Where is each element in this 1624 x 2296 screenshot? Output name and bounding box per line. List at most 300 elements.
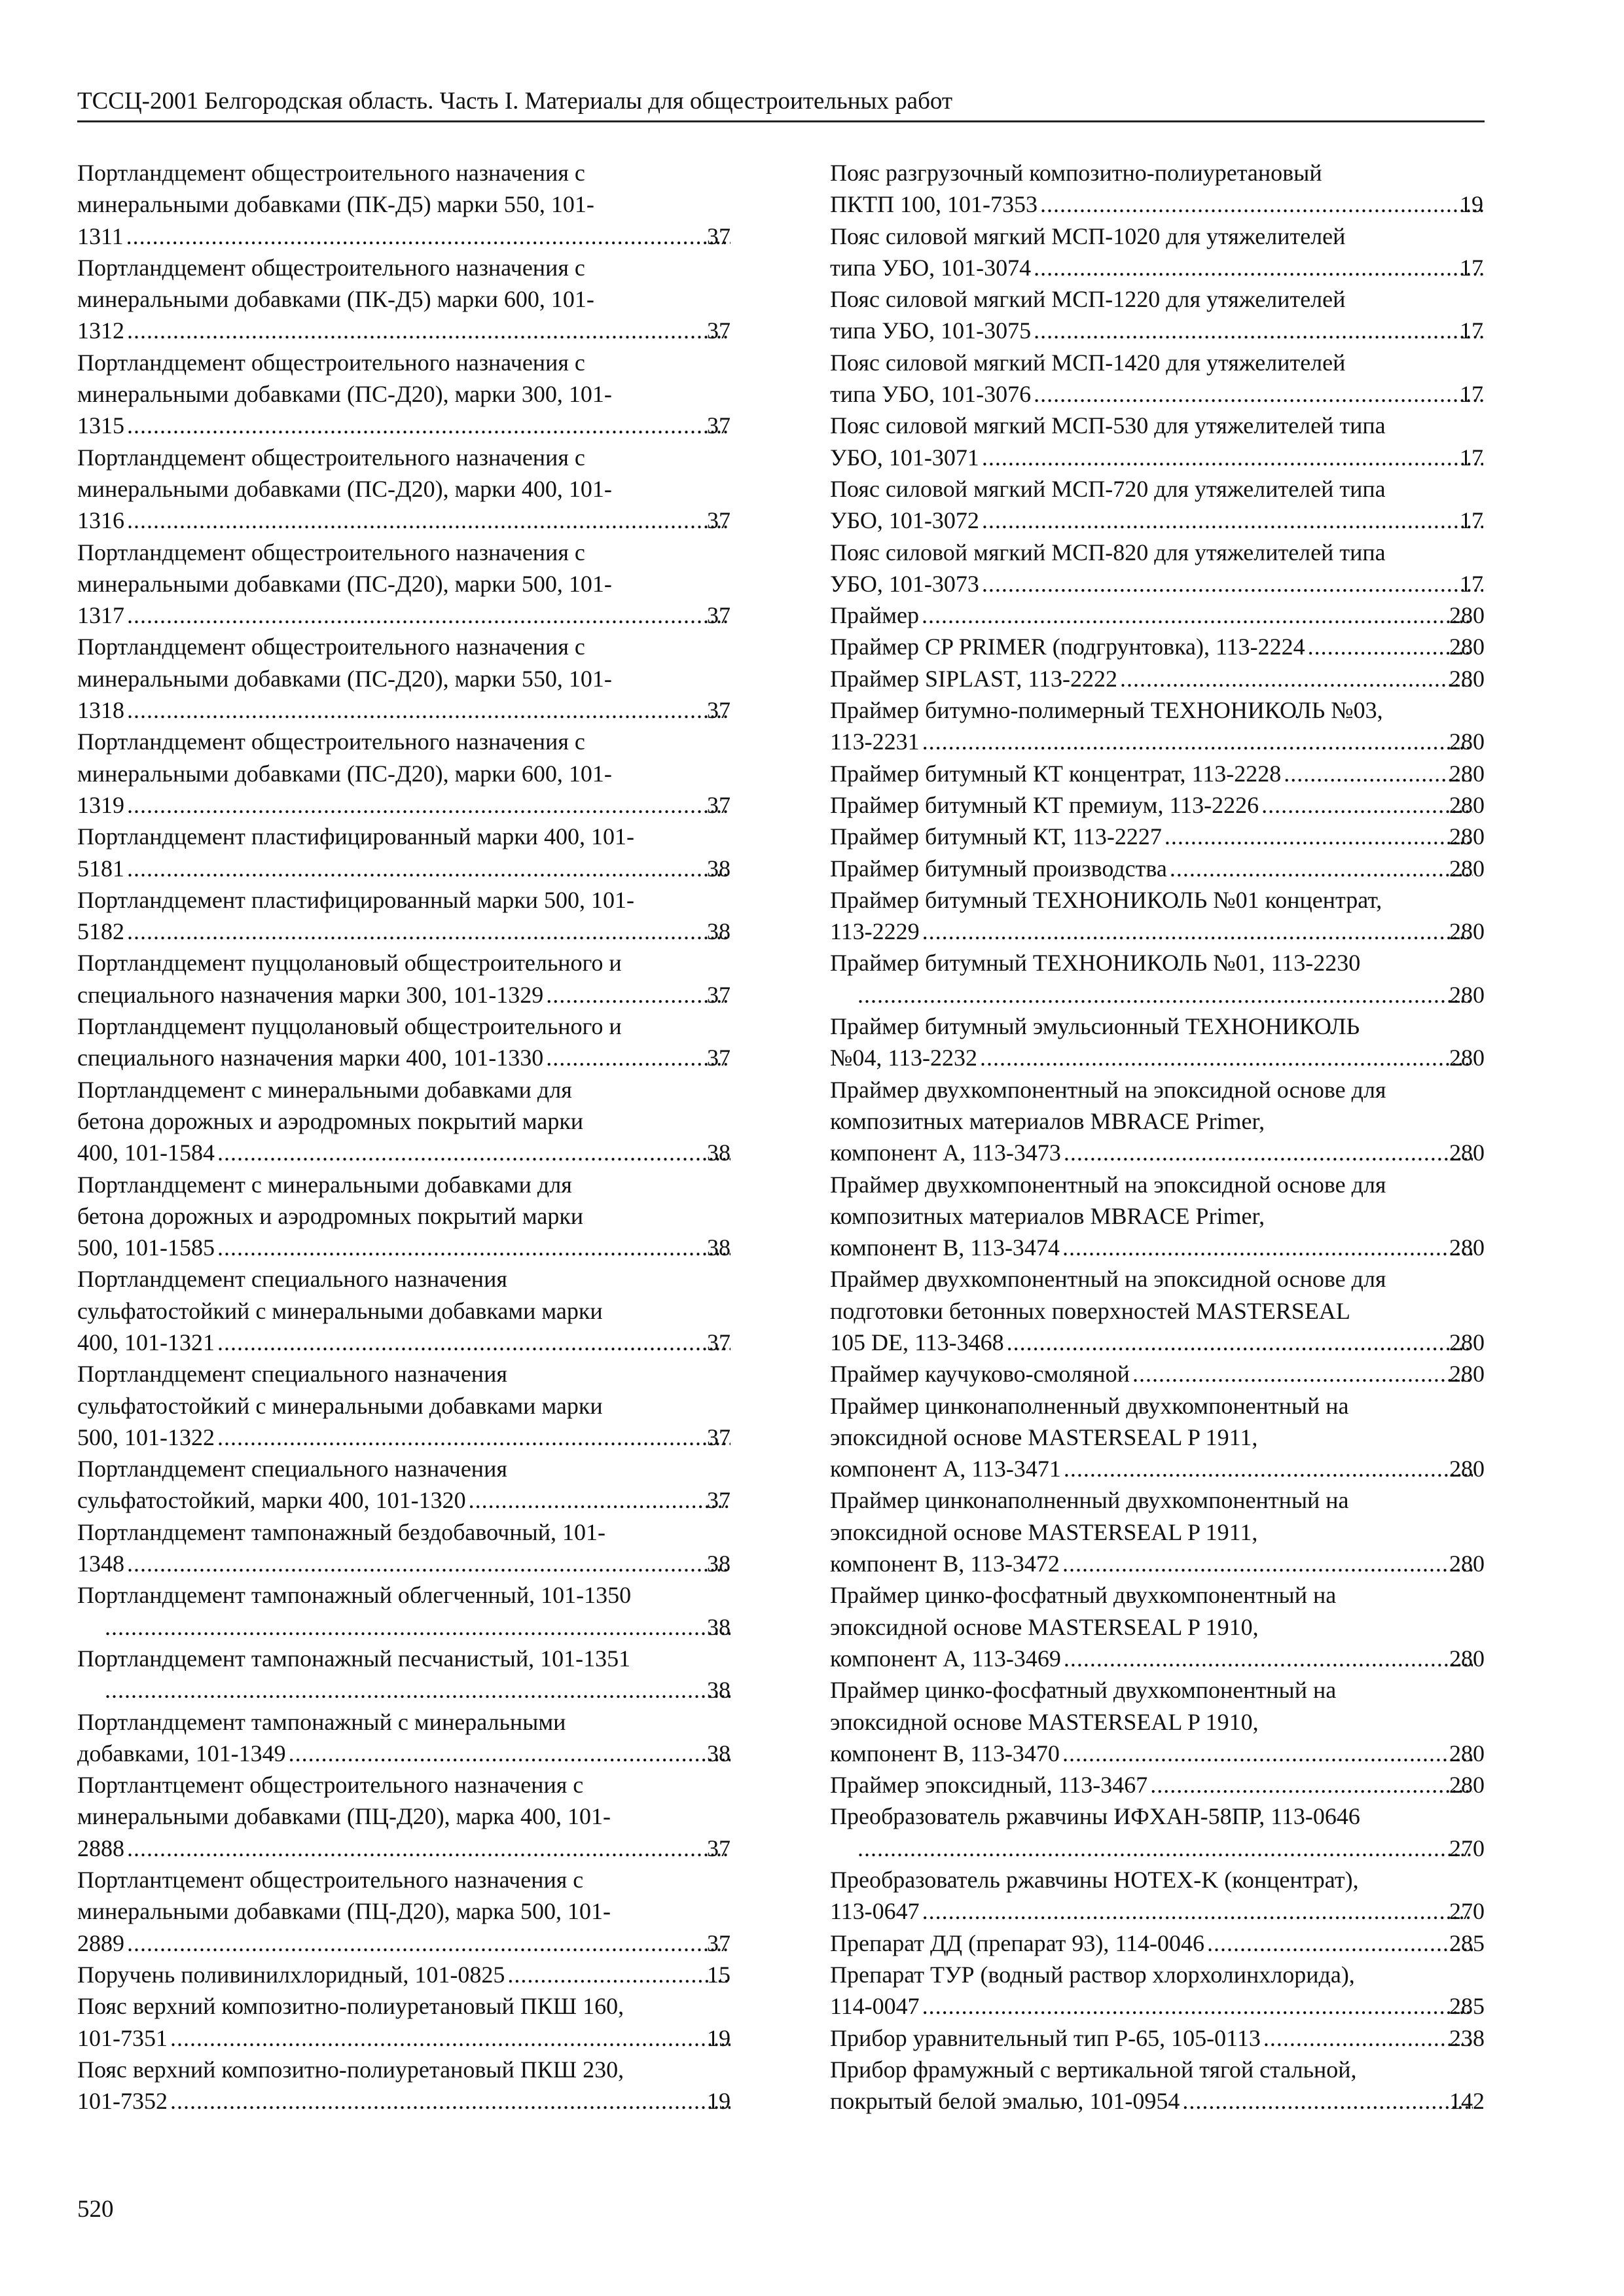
dot-leader xyxy=(1005,1327,1473,1358)
index-entry-last-text: Праймер битумный КТ, 113-2227 xyxy=(830,823,1162,850)
index-entry-last-text: типа УБО, 101-3074 xyxy=(830,254,1032,281)
index-entry-leader-line xyxy=(830,916,1485,947)
index-entry-page: 270 xyxy=(1449,1898,1485,1925)
index-entry-page: 280 xyxy=(1449,823,1485,850)
dot-leader xyxy=(1062,1643,1473,1674)
dot-leader xyxy=(1260,789,1473,821)
index-entry-leader-line xyxy=(830,1232,1485,1263)
index-entry xyxy=(77,2054,732,2117)
index-entry xyxy=(830,473,1485,537)
index-entry-page: 280 xyxy=(1449,1645,1485,1672)
index-entry-text-line: бетона дорожных и аэродромных покрытий марки xyxy=(77,1202,584,1229)
index-entry-text-line: Пояс силовой мягкий МСП-1220 для утяжелителей xyxy=(830,286,1346,313)
index-entry-text-line: эпоксидной основе MASTERSEAL P 1910, xyxy=(830,1613,1259,1640)
index-entry xyxy=(830,1959,1485,2022)
index-entry-page: 280 xyxy=(1449,855,1485,882)
index-entry xyxy=(77,1706,732,1770)
index-entry-leader-line xyxy=(830,821,1485,852)
index-entry-text-line: Портландцемент с минеральными добавками для xyxy=(77,1171,572,1198)
dot-leader xyxy=(169,2085,731,2117)
index-entry-text-line: Пояс силовой мягкий МСП-530 для утяжелителей типа xyxy=(830,412,1386,439)
index-entry-text-line: Портландцемент общестроительного назначения с xyxy=(77,634,585,660)
dot-leader xyxy=(1149,1769,1473,1801)
index-entry-leader-line: специального назначения марки 400, 101-1330 ..... 37 xyxy=(102,1042,732,1073)
index-entry-leader-line: 101-7351 ..... 19 xyxy=(102,2022,732,2054)
dot-leader xyxy=(126,315,731,346)
dot-leader xyxy=(216,1422,731,1453)
index-entry xyxy=(830,347,1485,410)
dot-leader xyxy=(856,1833,1473,1864)
index-entry-text-line: композитных материалов MBRACE Primer, xyxy=(830,1107,1265,1134)
index-entry xyxy=(77,1169,732,1264)
page-number: 520 xyxy=(77,2196,114,2223)
index-entry-text-line: композитных материалов MBRACE Primer, xyxy=(830,1202,1265,1229)
index-entry-page: 280 xyxy=(1449,634,1485,660)
index-entry-text-line: Портландцемент общестроительного назначения с xyxy=(77,444,585,471)
index-entry-text-line: Портлантцемент общестроительного назначения с xyxy=(77,1867,584,1893)
index-entry-text-line: минеральными добавками (ПС-Д20), марки 550, 101- xyxy=(77,665,612,692)
index-entry-text-line: Преобразователь ржавчины ИФХАН-58ПР, 113-0646 xyxy=(830,1803,1360,1830)
dot-leader xyxy=(126,694,731,726)
index-entry xyxy=(77,157,732,252)
index-entry-last-text: Праймер каучуково-смоляной xyxy=(830,1361,1130,1388)
dot-leader xyxy=(1062,1137,1473,1168)
index-entry-page: 280 xyxy=(1449,1456,1485,1482)
index-entry xyxy=(830,283,1485,347)
index-entry-page: 280 xyxy=(1449,1772,1485,1799)
index-entry-last-text: компонент A, 113-3473 xyxy=(830,1139,1061,1166)
index-entry-leader-line: типа УБО, 101-3074 ..... 17 xyxy=(855,252,1485,283)
index-entry xyxy=(830,884,1485,948)
index-entry-page: 280 xyxy=(1449,602,1485,629)
index-entry-last-text: добавками, 101-1349 xyxy=(77,1740,286,1767)
dot-leader xyxy=(981,568,1483,600)
index-entry-last-text: 113-2231 xyxy=(830,728,920,755)
dot-leader xyxy=(126,505,731,536)
index-entry-text-line: минеральными добавками (ПС-Д20), марки 500, 101- xyxy=(77,570,612,597)
index-entry-last-text: компонент A, 113-3469 xyxy=(830,1645,1061,1672)
index-entry-text-line: Преобразователь ржавчины HOTEX-K (концентрат), xyxy=(830,1867,1359,1893)
dot-leader xyxy=(287,1738,731,1769)
index-entry-text-line: Пояс силовой мягкий МСП-1020 для утяжелителей xyxy=(830,223,1346,249)
index-entry xyxy=(77,821,732,884)
index-entry-page: 280 xyxy=(1449,1551,1485,1577)
index-entry-text-line: Портландцемент тампонажный песчанистый, 101-1351 xyxy=(77,1645,631,1672)
index-entry xyxy=(830,1390,1485,1485)
index-entry-text-line: Праймер битумно-полимерный ТЕХНОНИКОЛЬ №03, xyxy=(830,697,1383,724)
index-entry-text-line: Портландцемент пластифицированный марки 500, 101- xyxy=(77,886,634,913)
index-entry-leader-line: 1318 ..... 37 xyxy=(102,694,732,726)
dot-leader xyxy=(981,505,1483,536)
index-entry-page: 280 xyxy=(1449,1740,1485,1767)
index-entry xyxy=(77,1453,732,1516)
index-entry-last-text: типа УБО, 101-3075 xyxy=(830,317,1032,344)
index-entry-leader-line: 1316 ..... 37 xyxy=(102,505,732,536)
index-entry-text-line: сульфатостойкий с минеральными добавками марки xyxy=(77,1392,603,1419)
index-entry-leader-line: 400, 101-1584 ..... 38 xyxy=(102,1137,732,1168)
dot-leader xyxy=(1032,252,1483,283)
dot-leader xyxy=(1119,663,1473,694)
index-entry-text-line: Портлантцемент общестроительного назначения с xyxy=(77,1772,584,1799)
index-entry-last-text: Препарат ДД (препарат 93), 114-0046 xyxy=(830,1929,1205,1956)
index-entry-page: 280 xyxy=(1449,1139,1485,1166)
index-entry xyxy=(77,442,732,537)
index-entry-leader-line: 1312 ..... 37 xyxy=(102,315,732,346)
dot-leader xyxy=(1206,1928,1473,1959)
dot-leader xyxy=(126,916,731,947)
index-entry xyxy=(77,884,732,948)
dot-leader xyxy=(216,1327,731,1358)
index-entry xyxy=(77,947,732,1011)
index-entry-last-text: 400, 101-1321 xyxy=(77,1329,215,1355)
index-entry-text-line: Праймер двухкомпонентный на эпоксидной основе для xyxy=(830,1076,1386,1103)
index-entry xyxy=(830,947,1485,1011)
dot-leader xyxy=(103,1674,731,1706)
dot-leader xyxy=(1307,631,1473,662)
index-entry xyxy=(830,1769,1485,1801)
index-entry xyxy=(830,1674,1485,1769)
index-entry xyxy=(830,1801,1485,1864)
index-entry-page: 280 xyxy=(1449,1234,1485,1261)
index-entry-page: 280 xyxy=(1449,1329,1485,1355)
index-entry-leader-line xyxy=(830,1137,1485,1168)
dot-leader xyxy=(1061,1548,1473,1579)
index-entry-text-line: Портландцемент пуццолановый общестроительного и xyxy=(77,950,622,977)
index-entry-text-line: Портландцемент с минеральными добавками для xyxy=(77,1076,572,1103)
index-entry-last-text: Праймер SIPLAST, 113-2222 xyxy=(830,665,1118,692)
index-entry-last-text: 5181 xyxy=(77,855,124,882)
index-entry xyxy=(830,694,1485,758)
index-entry-leader-line: 1319 ..... 37 xyxy=(102,789,732,821)
index-entry xyxy=(77,1990,732,2054)
index-entry-last-text: компонент B, 113-3474 xyxy=(830,1234,1060,1261)
index-entry xyxy=(830,2054,1485,2117)
index-entry-leader-line xyxy=(830,1548,1485,1579)
index-entry-leader-line: 2888 ..... 37 xyxy=(102,1833,732,1864)
index-entry-last-text: УБО, 101-3073 xyxy=(830,570,979,597)
dot-leader xyxy=(103,1611,731,1643)
index-entry-text-line: Портландцемент тампонажный облегченный, 101-1350 xyxy=(77,1582,632,1609)
index-entry-page: 280 xyxy=(1449,1361,1485,1388)
index-entry-text-line: бетона дорожных и аэродромных покрытий марки xyxy=(77,1107,584,1134)
index-entry-text-line: Портландцемент пуццолановый общестроительного и xyxy=(77,1013,622,1040)
index-entry-last-text: 1316 xyxy=(77,507,124,534)
index-entry-last-text: специального назначения марки 400, 101-1330 xyxy=(77,1045,544,1071)
index-entry xyxy=(830,853,1485,884)
index-entry-leader-line xyxy=(830,2085,1485,2117)
dot-leader xyxy=(1032,315,1483,346)
index-entry-text-line: Праймер битумный ТЕХНОНИКОЛЬ №01 концентрат, xyxy=(830,886,1382,913)
index-entry-leader-line: 500, 101-1585 ..... 38 xyxy=(102,1232,732,1263)
index-entry-text-line: Портландцемент общестроительного назначения с xyxy=(77,160,585,186)
index-entry xyxy=(77,1769,732,1864)
index-entry-last-text: №04, 113-2232 xyxy=(830,1045,977,1071)
index-entry-text-line: эпоксидной основе MASTERSEAL P 1911, xyxy=(830,1424,1258,1450)
index-entry-text-line: Праймер цинконаполненный двухкомпонентный на xyxy=(830,1392,1349,1419)
index-entry-leader-line: УБО, 101-3071 ..... 17 xyxy=(855,442,1485,473)
dot-leader xyxy=(1062,1453,1473,1484)
dot-leader xyxy=(856,979,1473,1011)
index-entry-leader-line xyxy=(830,1738,1485,1769)
index-entry-last-text: покрытый белой эмалью, 101-0954 xyxy=(830,2088,1180,2115)
index-entry-page: 280 xyxy=(1449,918,1485,945)
index-entry-text-line: Пояс силовой мягкий МСП-1420 для утяжелителей xyxy=(830,349,1346,376)
index-entry xyxy=(77,252,732,347)
index-entry-page: 285 xyxy=(1449,1929,1485,1956)
index-entry-last-text: 113-0647 xyxy=(830,1898,920,1925)
index-entry-leader-line xyxy=(830,1928,1485,1959)
index-entry-leader-line xyxy=(830,1769,1485,1801)
index-entry-last-text: 1311 xyxy=(77,223,124,249)
dot-leader xyxy=(1061,1232,1473,1263)
index-entry-text-line: эпоксидной основе MASTERSEAL P 1911, xyxy=(830,1518,1258,1545)
index-entry-leader-line xyxy=(830,600,1485,631)
dot-leader xyxy=(1039,188,1483,220)
index-entry xyxy=(77,1011,732,1074)
dot-leader xyxy=(920,600,1473,631)
dot-leader xyxy=(1282,758,1473,789)
index-entry xyxy=(77,347,732,442)
index-entry-page: 280 xyxy=(1449,760,1485,787)
index-entry xyxy=(830,663,1485,694)
index-entry-leader-line: ..... 38 xyxy=(102,1611,732,1643)
index-entry xyxy=(830,1074,1485,1169)
index-entry-text-line: Праймер битумный эмульсионный ТЕХНОНИКОЛЬ xyxy=(830,1013,1360,1040)
index-entry-leader-line: 1317 ..... 37 xyxy=(102,600,732,631)
index-entry xyxy=(830,789,1485,821)
index-entry-last-text: Поручень поливинилхлоридный, 101-0825 xyxy=(77,1961,505,1988)
dot-leader xyxy=(921,1990,1473,2022)
index-entry-text-line: минеральными добавками (ПК-Д5) марки 600, 101- xyxy=(77,286,594,313)
index-entry-text-line: Препарат ТУР (водный раствор хлорхолинхлорида), xyxy=(830,1961,1355,1988)
index-entry-text-line: Пояс верхний композитно-полиуретановый ПКШ 160, xyxy=(77,1993,624,2020)
dot-leader xyxy=(1032,378,1483,410)
dot-leader xyxy=(1163,821,1473,852)
index-entry-last-text: 400, 101-1584 xyxy=(77,1139,215,1166)
index-entry xyxy=(77,1074,732,1169)
index-entry-leader-line xyxy=(830,663,1485,694)
dot-leader xyxy=(545,1042,731,1073)
index-entry xyxy=(77,631,732,726)
index-entry-leader-line: 1315 ..... 37 xyxy=(102,410,732,441)
index-entry xyxy=(77,1579,732,1643)
index-entry-text-line: Праймер цинко-фосфатный двухкомпонентный на xyxy=(830,1677,1337,1704)
index-entry-last-text: компонент B, 113-3472 xyxy=(830,1551,1060,1577)
index-entry-last-text: 101-7351 xyxy=(77,2024,168,2051)
index-entry-last-text: Праймер битумный производства xyxy=(830,855,1167,882)
index-entry-last-text: 101-7352 xyxy=(77,2088,168,2115)
index-entry xyxy=(830,758,1485,789)
index-entry-text-line: Портландцемент специального назначения xyxy=(77,1456,507,1482)
dot-leader xyxy=(506,1959,731,1990)
index-entry xyxy=(830,537,1485,600)
index-entry-last-text: Праймер битумный КТ премиум, 113-2226 xyxy=(830,791,1259,818)
index-entry-leader-line xyxy=(830,1990,1485,2022)
index-entry-leader-line: сульфатостойкий, марки 400, 101-1320 ..... 37 xyxy=(102,1484,732,1516)
index-entry-text-line: Портландцемент пластифицированный марки 400, 101- xyxy=(77,823,634,850)
dot-leader xyxy=(1061,1738,1473,1769)
index-entry xyxy=(830,2022,1485,2054)
index-entry-text-line: Портландцемент общестроительного назначения с xyxy=(77,539,585,565)
index-entry-last-text: 2889 xyxy=(77,1929,124,1956)
index-entry-last-text: 5182 xyxy=(77,918,124,945)
index-entry-leader-line: 1311 ..... 37 xyxy=(102,221,732,252)
index-entry xyxy=(77,1358,732,1453)
index-entry-text-line: минеральными добавками (ПС-Д20), марки 600, 101- xyxy=(77,760,612,787)
index-entry-text-line: Портландцемент общестроительного назначения с xyxy=(77,254,585,281)
dot-leader xyxy=(216,1232,731,1263)
index-entry-text-line: Портландцемент тампонажный бездобавочный, 101- xyxy=(77,1518,605,1545)
index-entry-page: 280 xyxy=(1449,791,1485,818)
index-entry xyxy=(830,1358,1485,1390)
index-entry-page: 280 xyxy=(1449,981,1485,1008)
index-entry-leader-line: 400, 101-1321 ..... 37 xyxy=(102,1327,732,1358)
index-entry xyxy=(830,221,1485,284)
dot-leader xyxy=(921,1895,1473,1927)
dot-leader xyxy=(545,979,731,1011)
index-entry-leader-line: ПКТП 100, 101-7353 ..... 19 xyxy=(855,188,1485,220)
index-entry-last-text: 1319 xyxy=(77,791,124,818)
index-entry xyxy=(77,1864,732,1959)
index-entry-last-text: УБО, 101-3071 xyxy=(830,444,979,471)
index-entry xyxy=(830,410,1485,473)
index-entry-last-text: 2888 xyxy=(77,1835,124,1861)
dot-leader xyxy=(216,1137,731,1168)
index-entry-leader-line: типа УБО, 101-3075 ..... 17 xyxy=(855,315,1485,346)
dot-leader xyxy=(125,221,731,252)
index-entry-page: 238 xyxy=(1449,2024,1485,2051)
index-entry-leader-line: типа УБО, 101-3076 ..... 17 xyxy=(855,378,1485,410)
index-entry-leader-line xyxy=(830,1327,1485,1358)
dot-leader xyxy=(467,1484,731,1516)
index-entry-last-text: Праймер CP PRIMER (подгрунтовка), 113-2224 xyxy=(830,634,1305,660)
index-entry-leader-line: УБО, 101-3073 ..... 17 xyxy=(855,568,1485,600)
index-entry-text-line: Портландцемент специального назначения xyxy=(77,1266,507,1293)
index-entry-leader-line xyxy=(830,789,1485,821)
dot-leader xyxy=(126,410,731,441)
index-entry xyxy=(77,1959,732,1990)
index-entry-last-text: 500, 101-1585 xyxy=(77,1234,215,1261)
index-entry-last-text: специального назначения марки 300, 101-1329 xyxy=(77,981,544,1008)
index-entry xyxy=(77,1516,732,1580)
index-entry-leader-line: 1348 ..... 38 xyxy=(102,1548,732,1579)
dot-leader xyxy=(1168,853,1473,884)
dot-leader xyxy=(1181,2085,1473,2117)
index-entry-text-line: Праймер битумный ТЕХНОНИКОЛЬ №01, 113-2230 xyxy=(830,950,1361,977)
index-entry xyxy=(77,1643,732,1706)
index-entry-leader-line: специального назначения марки 300, 101-1329 ..... 37 xyxy=(102,979,732,1011)
index-entry-text-line: минеральными добавками (ПК-Д5) марки 550, 101- xyxy=(77,191,594,218)
dot-leader xyxy=(981,442,1483,473)
index-column-left xyxy=(77,157,732,2117)
index-entry xyxy=(77,1263,732,1358)
index-entry-page: 280 xyxy=(1449,665,1485,692)
index-entry-text-line: сульфатостойкий с минеральными добавками марки xyxy=(77,1297,603,1324)
index-entry-last-text: 1348 xyxy=(77,1551,124,1577)
index-entry-last-text: 114-0047 xyxy=(830,1993,920,2020)
index-entry-leader-line xyxy=(830,1042,1485,1073)
dot-leader xyxy=(1262,2022,1473,2054)
dot-leader xyxy=(921,916,1473,947)
index-entry-text-line: Праймер цинконаполненный двухкомпонентный на xyxy=(830,1487,1349,1514)
index-entry-text-line: Портландцемент общестроительного назначения с xyxy=(77,349,585,376)
index-entry-leader-line: 5181 ..... 38 xyxy=(102,853,732,884)
index-entry xyxy=(830,1928,1485,1959)
index-entry-text-line: Пояс верхний композитно-полиуретановый ПКШ 230, xyxy=(77,2056,624,2083)
index-entry xyxy=(830,157,1485,221)
index-entry-text-line: минеральными добавками (ПЦ-Д20), марка 500, 101- xyxy=(77,1898,611,1925)
index-entry-text-line: Праймер цинко-фосфатный двухкомпонентный на xyxy=(830,1582,1337,1609)
dot-leader xyxy=(1131,1358,1473,1390)
index-entry xyxy=(830,1169,1485,1264)
dot-leader xyxy=(169,2022,731,2054)
dot-leader xyxy=(126,1833,731,1864)
index-entry-last-text: 1317 xyxy=(77,602,124,629)
index-entry-text-line: минеральными добавками (ПС-Д20), марки 300, 101- xyxy=(77,381,612,408)
index-entry-text-line: подготовки бетонных поверхностей MASTERSEAL xyxy=(830,1297,1350,1324)
index-entry-page: 280 xyxy=(1449,728,1485,755)
index-entry-text-line: Пояс силовой мягкий МСП-820 для утяжелителей типа xyxy=(830,539,1386,565)
index-entry-text-line: минеральными добавками (ПС-Д20), марки 400, 101- xyxy=(77,475,612,502)
index-entry-last-text: Праймер битумный КТ концентрат, 113-2228 xyxy=(830,760,1282,787)
index-entry-text-line: Пояс разгрузочный композитно-полиуретановый xyxy=(830,160,1322,186)
index-entry-last-text: Прибор уравнительный тип Р-65, 105-0113 xyxy=(830,2024,1261,2051)
dot-leader xyxy=(126,789,731,821)
index-entry-last-text: Праймер эпоксидный, 113-3467 xyxy=(830,1772,1148,1799)
index-entry-page: 280 xyxy=(1449,1045,1485,1071)
index-entry-page: 142 xyxy=(1449,2088,1485,2115)
index-entry-leader-line xyxy=(855,979,1485,1011)
index-entry-text-line: минеральными добавками (ПЦ-Д20), марка 400, 101- xyxy=(77,1803,611,1830)
index-entry-leader-line: добавками, 101-1349 ..... 38 xyxy=(102,1738,732,1769)
index-entry-leader-line xyxy=(830,1643,1485,1674)
index-entry-page: 270 xyxy=(1449,1835,1485,1861)
index-entry-leader-line xyxy=(830,2022,1485,2054)
index-entry-last-text: компонент B, 113-3470 xyxy=(830,1740,1060,1767)
index-entry-leader-line: УБО, 101-3072 ..... 17 xyxy=(855,505,1485,536)
dot-leader xyxy=(979,1042,1473,1073)
index-entry-text-line: Праймер двухкомпонентный на эпоксидной основе для xyxy=(830,1266,1386,1293)
index-entry-leader-line xyxy=(855,1833,1485,1864)
header-title: ТССЦ-2001 Белгородская область. Часть I. Материалы для общестроительных работ xyxy=(77,88,953,115)
index-entry-text-line: Портландцемент тампонажный с минеральными xyxy=(77,1708,566,1735)
index-entry xyxy=(77,726,732,821)
index-entry xyxy=(830,1579,1485,1674)
index-entry-leader-line xyxy=(830,1358,1485,1390)
index-entry-leader-line: Поручень поливинилхлоридный, 101-0825 ..... 15 xyxy=(102,1959,732,1990)
index-entry-last-text: ПКТП 100, 101-7353 xyxy=(830,191,1038,218)
index-entry-leader-line xyxy=(830,1895,1485,1927)
index-entry xyxy=(830,1864,1485,1928)
index-entry-last-text: сульфатостойкий, марки 400, 101-1320 xyxy=(77,1487,466,1514)
index-entry xyxy=(830,1484,1485,1579)
index-entry-last-text: 1315 xyxy=(77,412,124,439)
index-entry-last-text: 105 DE, 113-3468 xyxy=(830,1329,1004,1355)
index-entry-last-text: типа УБО, 101-3076 xyxy=(830,381,1032,408)
index-entry-last-text: УБО, 101-3072 xyxy=(830,507,979,534)
index-entry-leader-line: 5182 ..... 38 xyxy=(102,916,732,947)
index-entry-last-text: Праймер xyxy=(830,602,920,629)
index-entry-text-line: Портландцемент общестроительного назначения с xyxy=(77,728,585,755)
index-entry-leader-line xyxy=(830,1453,1485,1484)
index-entry-last-text: 1318 xyxy=(77,697,124,724)
index-column-right xyxy=(830,157,1485,2117)
index-entry-leader-line xyxy=(830,631,1485,662)
index-entry xyxy=(77,537,732,632)
dot-leader xyxy=(126,1928,731,1959)
index-entry-text-line: Пояс силовой мягкий МСП-720 для утяжелителей типа xyxy=(830,475,1386,502)
index-entry xyxy=(830,1011,1485,1074)
